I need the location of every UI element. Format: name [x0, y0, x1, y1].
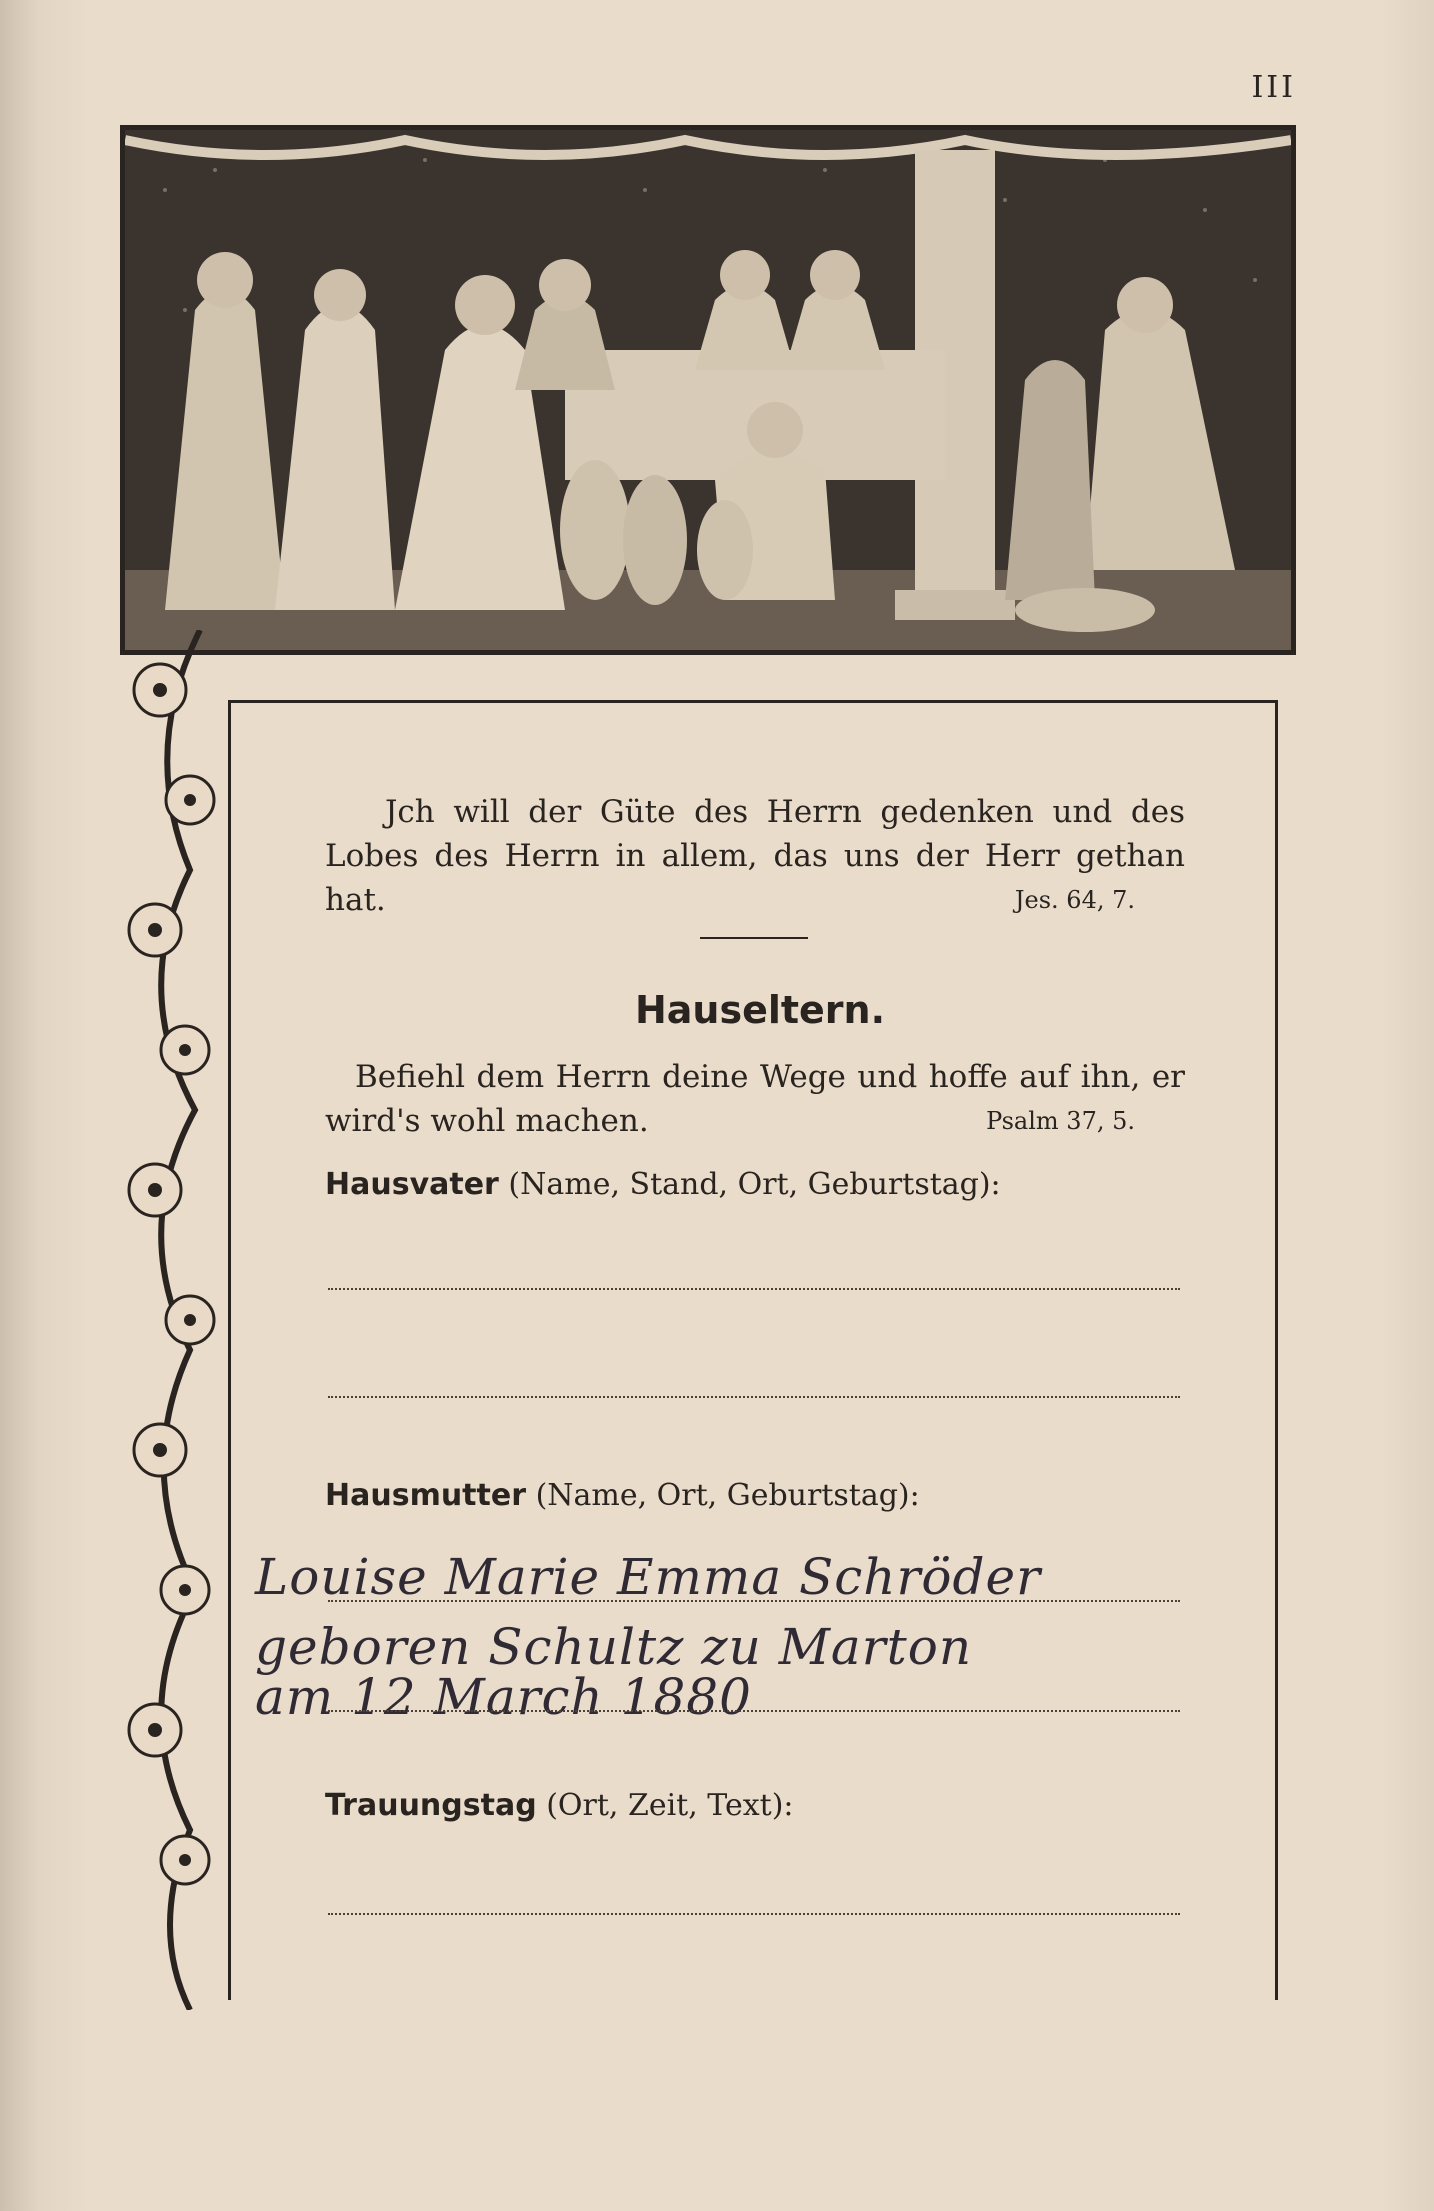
- wedding-label: Trauungstag: [325, 1788, 537, 1823]
- handwriting-line-3: am 12 March 1880: [255, 1668, 752, 1726]
- floral-border: [100, 630, 235, 2010]
- verse: [325, 790, 1185, 922]
- mother-field-label: [325, 1478, 920, 1513]
- father-line-2[interactable]: [328, 1396, 1180, 1398]
- mother-label: Hausmutter: [325, 1478, 527, 1513]
- motto-reference: Psalm 37, 5.: [986, 1107, 1135, 1135]
- wedding-field-label: [325, 1788, 794, 1823]
- mother-line-2[interactable]: [328, 1710, 1180, 1712]
- section-heading: Hauseltern.: [634, 988, 886, 1032]
- father-field-label: [325, 1167, 1001, 1202]
- handwriting-line-1: Louise Marie Emma Schröder: [255, 1548, 1042, 1606]
- wedding-line-1[interactable]: [328, 1913, 1180, 1915]
- engraving-image: [125, 130, 1291, 650]
- wedding-illustration: [120, 125, 1296, 655]
- page-number: III: [1251, 70, 1296, 105]
- handwriting-line-2: geboren Schultz zu Marton: [255, 1618, 973, 1676]
- divider: [700, 937, 808, 939]
- mother-hint: (Name, Ort, Geburtstag):: [535, 1478, 920, 1513]
- father-line-1[interactable]: [328, 1288, 1180, 1290]
- wedding-hint: (Ort, Zeit, Text):: [546, 1788, 794, 1823]
- motto: [325, 1055, 1185, 1143]
- verse-text: Jch will der Güte des Herrn gedenken und des Lobes des Herrn in allem, das uns der Herr gethan hat.: [325, 794, 1185, 918]
- father-label: Hausvater: [325, 1167, 499, 1202]
- verse-reference: Jes. 64, 7.: [1014, 886, 1135, 914]
- mother-line-1[interactable]: [328, 1600, 1180, 1602]
- father-hint: (Name, Stand, Ort, Geburtstag):: [508, 1167, 1001, 1202]
- motto-text: Befiehl dem Herrn deine Wege und hoffe auf ihn, er wird's wohl machen.: [325, 1059, 1185, 1139]
